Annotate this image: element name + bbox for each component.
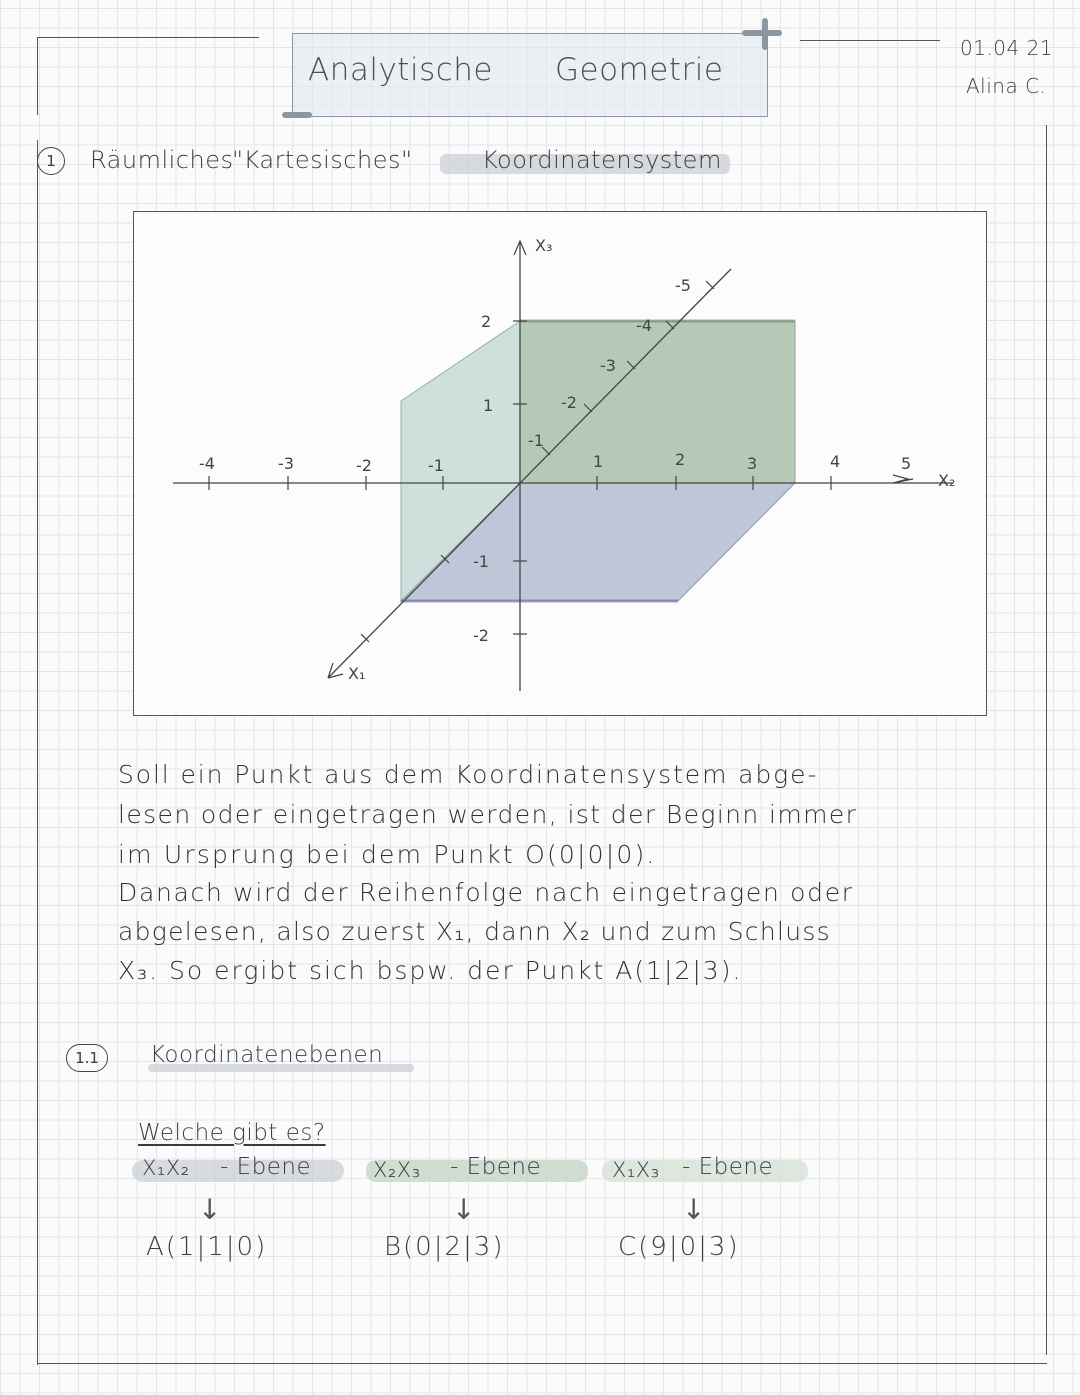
x2-tick-label-5: 5	[901, 454, 912, 473]
x2-tick-label-neg3: -3	[278, 454, 294, 473]
paragraph-line-1: Soll ein Punkt aus dem Koordinatensystem abge-	[118, 760, 819, 789]
paragraph-line-2: lesen oder eingetragen werden, ist der Beginn immer	[118, 800, 858, 829]
plane-2-suffix: - Ebene	[450, 1154, 542, 1180]
section1-1-heading: Koordinatenebenen	[150, 1042, 384, 1068]
x2-axis-label: X₂	[938, 471, 956, 490]
section1-heading-part2: "Kartesisches"	[232, 146, 413, 174]
x3-tick-label-1: 1	[483, 396, 494, 415]
down-arrow-icon: ↓	[682, 1193, 706, 1226]
x1-tick-label-neg3: -3	[600, 356, 616, 375]
x2-axis-arrow	[893, 475, 913, 483]
page-title-right: Geometrie	[555, 52, 724, 88]
x2-tick-label-neg2: -2	[356, 456, 372, 475]
paragraph-line-4: Danach wird der Reihenfolge nach eingetragen oder	[118, 878, 854, 907]
paragraph-line-3: im Ursprung bei dem Punkt O(0|0|0).	[118, 840, 657, 869]
plane-3-name: X₁X₃	[612, 1158, 660, 1182]
x2-tick-label-2: 2	[675, 450, 686, 469]
x1-axis-label: X₁	[348, 664, 366, 683]
x3-tick-label-neg2: -2	[473, 626, 489, 645]
down-arrow-icon: ↓	[452, 1193, 476, 1226]
x2-tick-label-4: 4	[830, 452, 841, 471]
page-title-left: Analytische	[308, 52, 493, 88]
x3-tick-label-neg1: -1	[473, 552, 489, 571]
planes-question: Welche gibt es?	[138, 1120, 326, 1146]
section-number-1-1: 1.1	[66, 1044, 108, 1072]
frame-top-left-line	[37, 37, 259, 38]
paragraph-line-6: X₃. So ergibt sich bspw. der Punkt A(1|2|3).	[118, 956, 743, 985]
x3-tick-label-2: 2	[481, 312, 492, 331]
author: Alina C.	[966, 74, 1047, 98]
x1-tick-label-neg4: -4	[636, 316, 652, 335]
down-arrow-icon: ↓	[198, 1193, 222, 1226]
x1-tick-label-neg1: -1	[528, 431, 544, 450]
x2-tick-label-3: 3	[747, 454, 758, 473]
frame-left-top-line	[37, 37, 38, 115]
x1-tick-label-neg2: -2	[561, 393, 577, 412]
section-number-1: 1	[37, 147, 65, 175]
plane-1-example: A(1|1|0)	[146, 1232, 268, 1262]
x2-tick-label-1: 1	[593, 452, 604, 471]
title-plus-decoration-vertical	[762, 18, 768, 50]
coordinate-system-diagram	[133, 211, 985, 714]
frame-top-right-line	[800, 40, 940, 41]
title-underline-accent	[282, 112, 312, 118]
frame-left-line	[37, 140, 38, 1365]
x2-tick-label-neg1: -1	[428, 456, 444, 475]
date: 01.04 21	[960, 36, 1054, 60]
x2-tick-label-neg4: -4	[199, 454, 215, 473]
x1-tick-label-neg5: -5	[675, 276, 691, 295]
plane-1-suffix: - Ebene	[220, 1154, 312, 1180]
section1-heading-part1: Räumliches	[90, 146, 234, 174]
frame-right-line	[1046, 125, 1047, 1355]
x3-axis-label: X₃	[535, 236, 553, 255]
plane-2-name: X₂X₃	[373, 1158, 421, 1182]
frame-bottom-line	[37, 1363, 1047, 1364]
plane-3-suffix: - Ebene	[682, 1154, 774, 1180]
plane-1-name: X₁X₂	[142, 1156, 190, 1180]
section1-heading-part3: Koordinatensystem	[482, 146, 722, 174]
plane-3-example: C(9|0|3)	[618, 1232, 740, 1262]
plane-2-example: B(0|2|3)	[384, 1232, 505, 1262]
paragraph-line-5: abgelesen, also zuerst X₁, dann X₂ und zum Schluss	[118, 917, 832, 946]
